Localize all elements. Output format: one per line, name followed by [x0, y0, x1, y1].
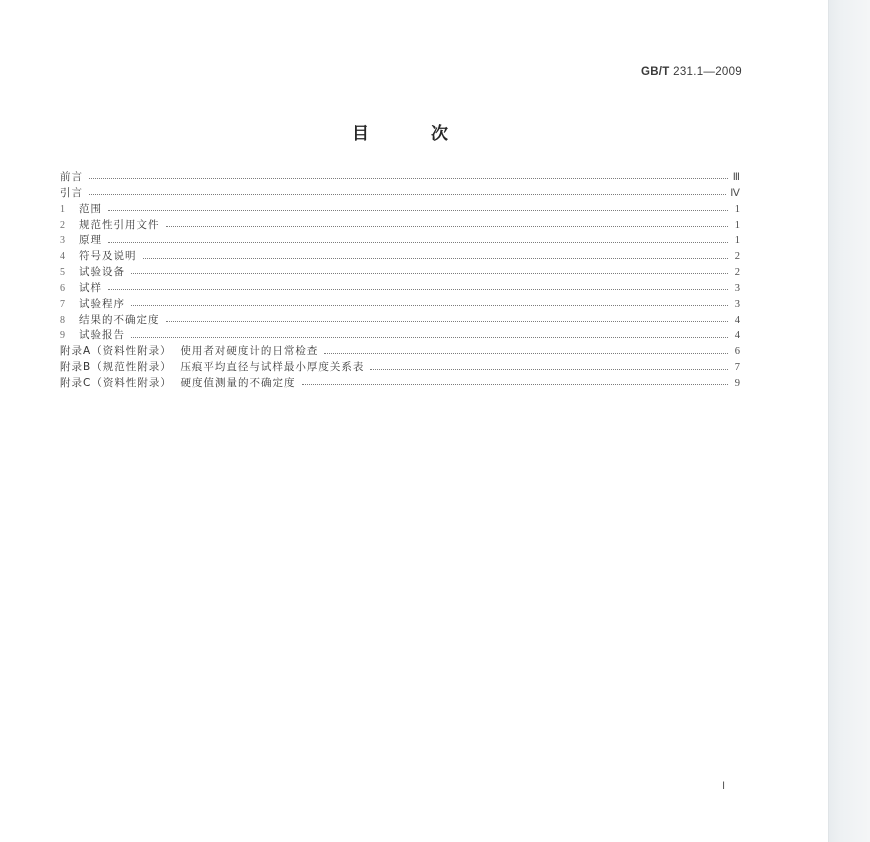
- toc-entry[interactable]: [60, 313, 740, 329]
- toc-entry-page: 6: [734, 346, 740, 358]
- toc-entry-label: 原理: [79, 234, 102, 247]
- toc-entry[interactable]: [60, 344, 740, 360]
- standard-prefix: GB/T: [640, 66, 670, 78]
- toc-entry[interactable]: [60, 233, 740, 249]
- toc-entry-label: 符号及说明: [79, 250, 137, 263]
- toc-entry-page: 3: [734, 282, 740, 294]
- toc-entry[interactable]: [60, 281, 740, 297]
- toc-entry-label: 规范性引用文件: [79, 218, 160, 231]
- toc-entry-label: 附录A（资料性附录） 使用者对硬度计的日常检查: [60, 345, 319, 358]
- toc-entry-number: 8: [60, 314, 65, 326]
- toc-dot-leader: [89, 178, 728, 179]
- toc-entry-page: 4: [734, 330, 740, 342]
- toc-entry-page: Ⅲ: [732, 172, 740, 183]
- toc-entry-number: 1: [60, 203, 65, 215]
- toc-entry[interactable]: [60, 265, 740, 281]
- toc-entry[interactable]: [60, 360, 740, 376]
- toc-entry-number: 9: [60, 330, 65, 342]
- toc-entry-number: 6: [60, 282, 65, 294]
- toc-dot-leader: [143, 258, 729, 259]
- toc-entry-label: 结果的不确定度: [79, 313, 160, 326]
- toc-title: [352, 119, 448, 144]
- standard-number: 231.1—2009: [673, 66, 742, 78]
- toc-entry-page: 1: [734, 235, 740, 247]
- table-of-contents: [60, 170, 740, 392]
- toc-entry-number: 7: [60, 298, 65, 310]
- scan-edge-line: [828, 0, 829, 842]
- toc-entry-page: 4: [734, 314, 740, 326]
- toc-entry[interactable]: [60, 328, 740, 344]
- toc-entry-label: 试样: [79, 281, 102, 294]
- toc-entry[interactable]: [60, 297, 740, 313]
- toc-entry[interactable]: [60, 218, 740, 234]
- toc-entry-page: Ⅳ: [730, 187, 740, 199]
- toc-entry-label: 范围: [79, 202, 102, 215]
- toc-entry-label: 附录C（资料性附录） 硬度值测量的不确定度: [60, 376, 296, 389]
- toc-entry-label: 试验报告: [79, 329, 125, 342]
- page-number: Ⅰ: [722, 781, 726, 792]
- scan-edge-shadow: [828, 0, 870, 842]
- toc-entry-page: 1: [734, 219, 740, 231]
- toc-entry-number: 3: [60, 235, 65, 247]
- toc-entry-label: 引言: [60, 186, 83, 199]
- toc-entry[interactable]: [60, 170, 740, 186]
- toc-entry[interactable]: [60, 249, 740, 265]
- toc-entry-label: 试验程序: [79, 297, 125, 310]
- toc-entry-page: 2: [734, 251, 740, 263]
- toc-dot-leader: [89, 194, 726, 195]
- toc-entry-number: 2: [60, 219, 65, 231]
- toc-entry-label: 前言: [60, 171, 83, 183]
- toc-dot-leader: [108, 242, 728, 243]
- toc-title-char-2: 次: [431, 124, 448, 144]
- toc-entry[interactable]: [60, 376, 740, 392]
- toc-dot-leader: [166, 226, 729, 227]
- toc-dot-leader: [131, 337, 728, 338]
- standard-code: [641, 66, 742, 78]
- toc-dot-leader: [324, 353, 728, 354]
- toc-entry-page: 2: [734, 267, 740, 279]
- toc-dot-leader: [131, 305, 728, 306]
- toc-entry-label: 附录B（规范性附录） 压痕平均直径与试样最小厚度关系表: [60, 361, 365, 374]
- toc-dot-leader: [108, 210, 728, 211]
- toc-entry-page: 7: [734, 362, 740, 374]
- toc-title-char-1: 目: [352, 124, 369, 144]
- toc-dot-leader: [302, 384, 728, 385]
- toc-entry-page: 3: [734, 298, 740, 310]
- toc-dot-leader: [108, 289, 728, 290]
- toc-entry-page: 1: [734, 203, 740, 215]
- toc-entry-number: 4: [60, 251, 65, 263]
- toc-dot-leader: [131, 273, 728, 274]
- toc-entry-label: 试验设备: [79, 266, 125, 279]
- toc-entry[interactable]: [60, 186, 740, 202]
- toc-dot-leader: [370, 369, 728, 370]
- toc-entry[interactable]: [60, 202, 740, 218]
- toc-entry-page: 9: [734, 377, 740, 389]
- toc-dot-leader: [166, 321, 729, 322]
- toc-entry-number: 5: [60, 267, 65, 279]
